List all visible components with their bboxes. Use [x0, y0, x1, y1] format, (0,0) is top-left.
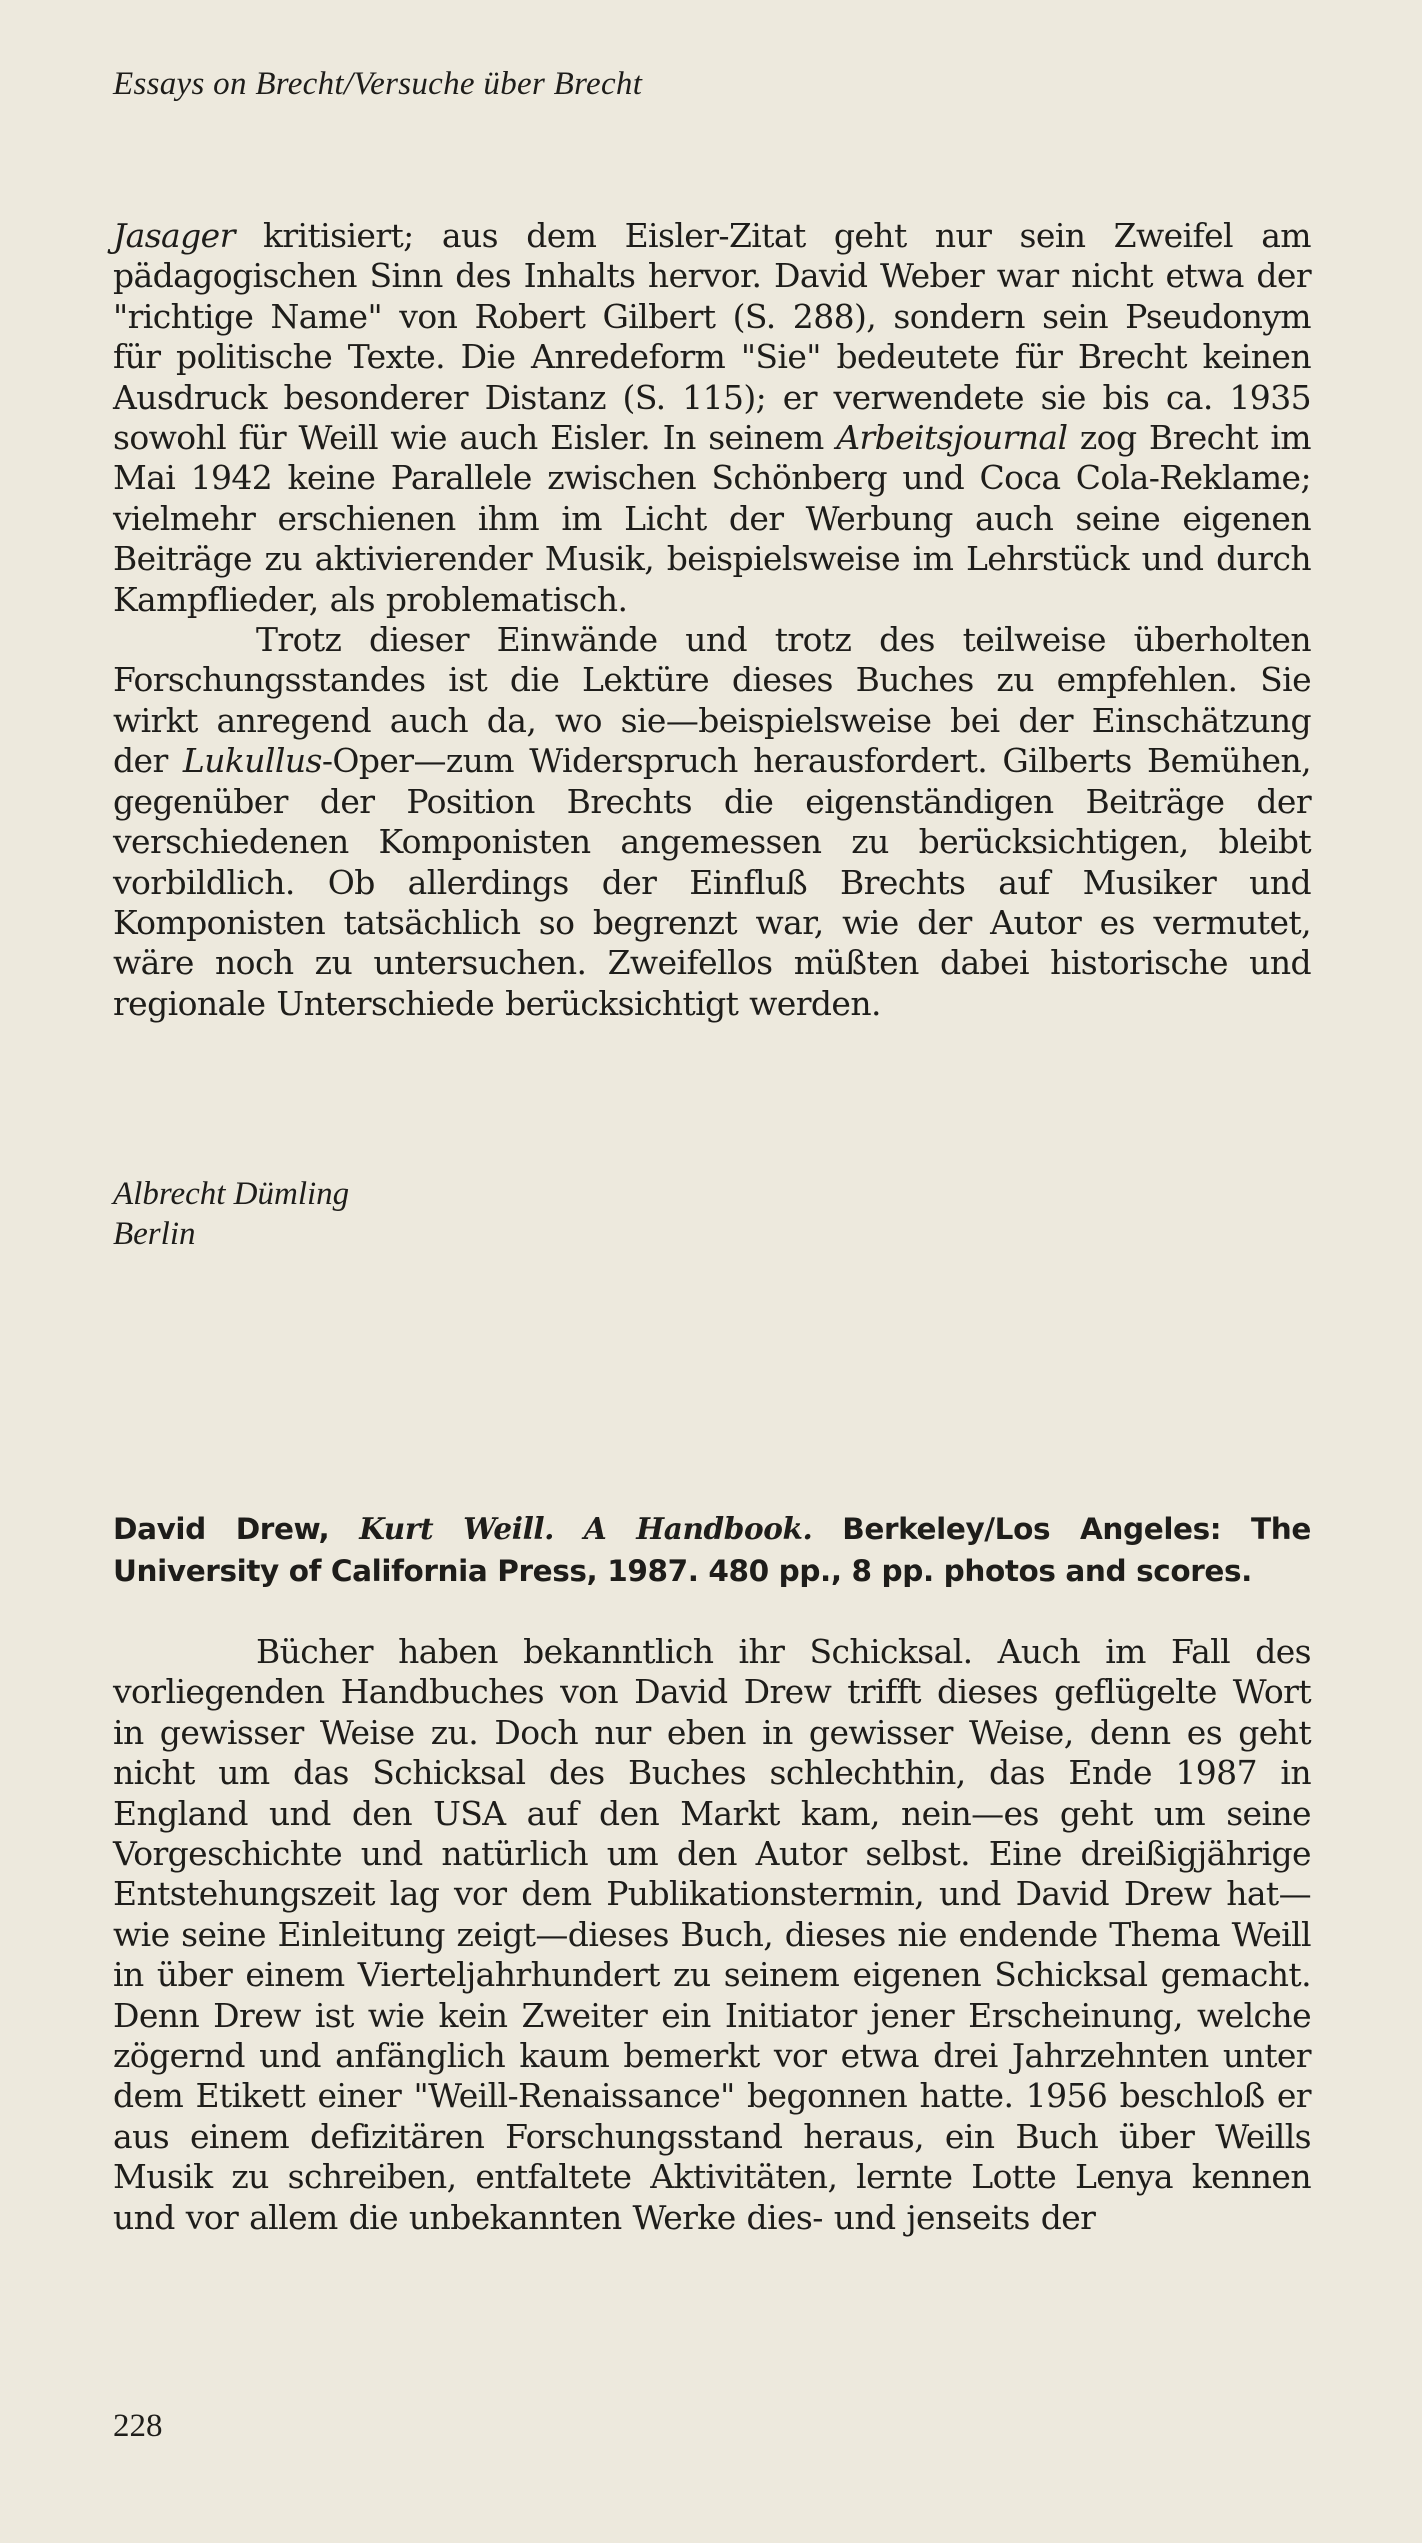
- review-continuation: [113, 216, 1311, 1024]
- paragraph-text: Trotz dieser Einwände und trotz des teilweise überholten Forschungsstandes ist die Lektüre dieses Buches zu empfehlen. Sie wirkt anregend auch da, wo sie—beispielsweise bei der Einschätzung der: [113, 620, 1311, 781]
- work-title-jasager: Jasager: [113, 216, 235, 255]
- citation-publication: Berkeley/Los Angeles: The University of California Press, 1987. 480 pp., 8 pp. photos and scores.: [113, 1512, 1311, 1588]
- reviewer-signature: [113, 1174, 1311, 1254]
- reviewer-city: Berlin: [113, 1216, 196, 1252]
- review-body: [113, 1632, 1311, 2238]
- work-title-lukullus: Lukullus: [182, 741, 322, 781]
- citation-text: [113, 1508, 1311, 1592]
- review-paragraph-1: [113, 216, 1311, 620]
- paragraph-text: -Oper—zum Widerspruch herausfordert. Gilberts Bemühen, gegenüber der Position Brechts die eigenständigen Beiträge der verschiedenen Komponisten angemessen zu berücksichtigen, bleibt vorbildlich. Ob allerdings der Einfluß Brechts auf Musiker und Komponisten tatsächlich so begrenzt war, wie der Autor es vermutet, wäre noch zu untersuchen. Zweifellos müßten dabei historische und regionale Unterschiede berücksichtigt werden.: [113, 741, 1311, 1023]
- review-citation: [113, 1508, 1311, 1592]
- review-paragraph-2: [113, 620, 1311, 1024]
- reviewer-name: Albrecht Dümling: [113, 1176, 350, 1212]
- running-head: Essays on Brecht/Versuche über Brecht: [113, 66, 643, 102]
- review2-paragraph-1: Bücher haben bekanntlich ihr Schicksal. Auch im Fall des vorliegenden Handbuches von David Drew trifft dieses geflügelte Wort in gewisser Weise zu. Doch nur eben in gewisser Weise, denn es geht nicht um das Schicksal des Buches schlechthin, das Ende 1987 in England und den USA auf den Markt kam, nein—es geht um seine Vorgeschichte und natürlich um den Autor selbst. Eine dreißigjährige Entstehungszeit lag vor dem Publikationstermin, und David Drew hat—wie seine Einleitung zeigt—dieses Buch, dieses nie endende Thema Weill in über einem Vierteljahrhundert zu seinem eigenen Schicksal gemacht. Denn Drew ist wie kein Zweiter ein Initiator jener Erscheinung, welche zögernd und anfänglich kaum bemerkt vor etwa drei Jahrzehnten unter dem Etikett einer "Weill-Renaissance" begonnen hatte. 1956 beschloß er aus einem defizitären Forschungsstand heraus, ein Buch über Weills Musik zu schreiben, entfaltete Aktivitäten, lernte Lotte Lenya kennen und vor allem die unbekannten Werke dies- und jenseits der: [113, 1632, 1311, 2237]
- citation-title: Kurt Weill. A Handbook.: [359, 1511, 813, 1546]
- paragraph-text: kritisiert; aus dem Eisler-Zitat geht nur sein Zweifel am pädagogischen Sinn des Inhalts hervor. David Weber war nicht etwa der "richtige Name" von Robert Gilbert (S. 288), sondern sein Pseudonym für politische Texte. Die Anredeform "Sie" bedeutete für Brecht keinen Ausdruck besonderer Distanz (S. 115); er verwendete sie bis ca. 1935 sowohl für Weill wie auch Eisler. In seinem: [113, 216, 1311, 458]
- paragraph-text: zog Brecht im Mai 1942 keine Parallele zwischen Schönberg und Coca Cola-Reklame; vielmehr erschienen ihm im Licht der Werbung auch seine eigenen Beiträge zu aktivierender Musik, beispielsweise im Lehrstück und durch Kampflieder, als problematisch.: [113, 418, 1311, 619]
- citation-author: David Drew,: [113, 1512, 360, 1546]
- work-title-arbeitsjournal: Arbeitsjournal: [836, 418, 1068, 458]
- page-number: 228: [113, 2408, 163, 2444]
